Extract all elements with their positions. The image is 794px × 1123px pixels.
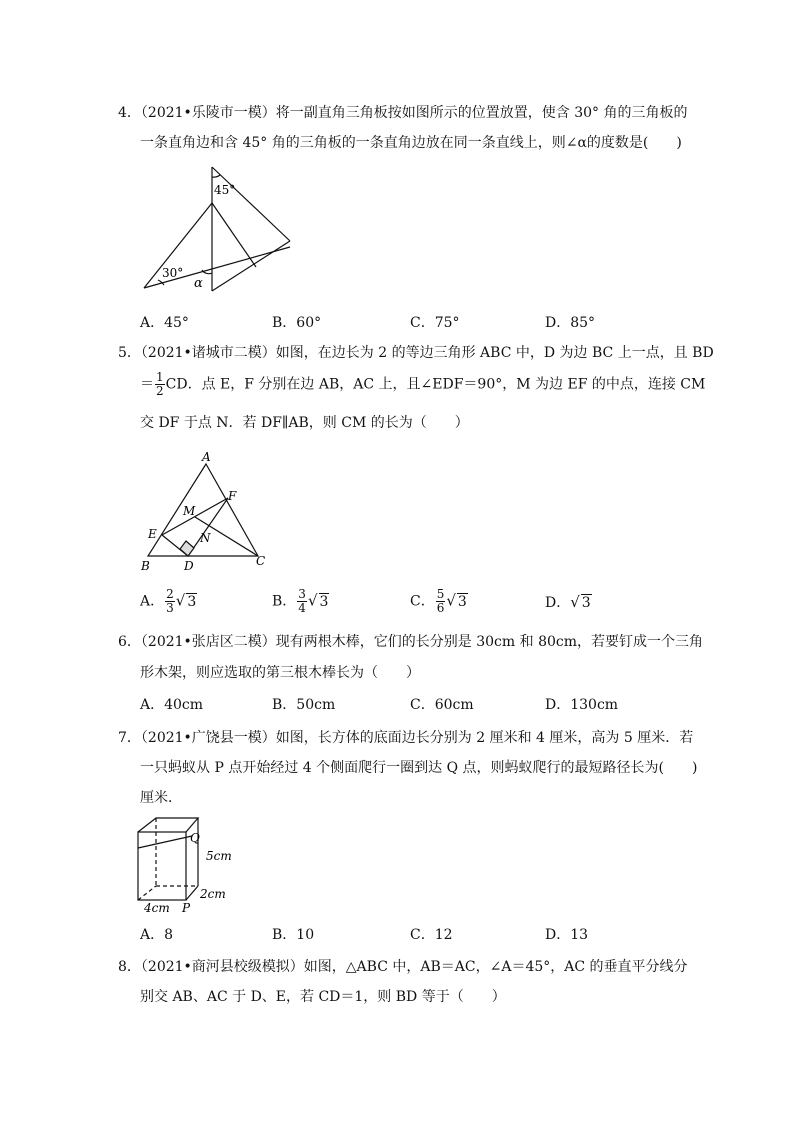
q4-45-arc	[212, 175, 220, 177]
q5-option-a-num: 2	[166, 587, 174, 601]
q7-path-segment	[138, 836, 192, 848]
q8-stem-line2: 别交 AB、AC 于 D、E，若 CD＝1，则 BD 等于（ ）	[140, 989, 506, 1005]
q7-option-c[interactable]: C．12	[410, 927, 453, 943]
q7-figure	[130, 814, 250, 916]
q4-label-alpha: α	[194, 276, 203, 291]
q4-stem-line2: 一条直角边和含 45° 角的三角板的一条直角边放在同一条直线上，则∠α的度数是( )	[140, 135, 682, 151]
q5-option-c-radicand: 3	[457, 593, 467, 610]
q6-option-b[interactable]: B．50cm	[272, 697, 336, 713]
q5-option-a-letter: A．	[140, 593, 165, 610]
q5-label-c: C	[256, 554, 266, 568]
q4-label-45: 45°	[214, 183, 236, 197]
q5-option-d-radicand: 3	[581, 595, 591, 611]
q4-45-hyp	[212, 167, 290, 241]
q5-stem-line3: 交 DF 于点 N．若 DF∥AB，则 CM 的长为（ ）	[140, 415, 469, 431]
q4-option-a[interactable]: A．45°	[140, 315, 189, 331]
q5-label-m: M	[183, 504, 196, 518]
q6-option-d[interactable]: D．130cm	[545, 697, 619, 713]
q5-option-c-num: 5	[436, 587, 445, 601]
q7-option-b[interactable]: B．10	[272, 927, 315, 943]
q5-label-f: F	[228, 489, 237, 503]
q5-label-e: E	[148, 527, 157, 541]
q5-frac-den: 2	[156, 384, 164, 398]
q5-line2-rest: CD．点 E，F 分别在边 AB，AC 上，且∠EDF＝90°，M 为边 EF 的中点，连接 CM	[165, 376, 706, 393]
q5-right-angle-mark	[180, 541, 194, 556]
q6-option-a[interactable]: A．40cm	[140, 697, 204, 713]
q5-option-a-den: 3	[166, 601, 174, 615]
q5-option-a[interactable]	[140, 588, 197, 618]
q7-label-length: 4cm	[144, 901, 170, 915]
q7-top-back	[138, 818, 198, 832]
q6-stem-line1: 6．（2021•张店区二模）现有两根木棒，它们的长分别是 30cm 和 80cm，若要钉成一个三角	[118, 634, 704, 650]
q4-figure	[136, 163, 296, 298]
q5-option-a-frac	[165, 588, 175, 615]
q4-label-30: 30°	[162, 266, 184, 280]
q5-stem-line1: 5．（2021•诸城市二模）如图，在边长为 2 的等边三角形 ABC 中，D 为边 BC 上一点，且 BD	[118, 345, 714, 361]
q4-stem-line1: 4．（2021•乐陵市一模）将一副直角三角板按如图所示的位置放置，使含 30° 角的三角板的	[118, 105, 688, 121]
q4-30-leg	[212, 203, 256, 267]
q5-option-b-num: 3	[298, 587, 306, 601]
q7-stem-line1: 7．（2021•广饶县一模）如图，长方体的底面边长分别为 2 厘米和 4 厘米，高为 5 厘米．若	[118, 730, 694, 746]
q5-frac-num: 1	[156, 370, 164, 384]
q5-option-b-radicand: 3	[319, 593, 329, 610]
q5-option-d[interactable]	[545, 592, 592, 613]
q5-stem-line2	[140, 371, 705, 397]
q5-figure	[136, 448, 276, 578]
q8-stem-line1: 8．（2021•商河县校级模拟）如图，△ABC 中，AB＝AC，∠A＝45°，AC 的垂直平分线分	[118, 959, 688, 975]
q7-option-d[interactable]: D．13	[545, 927, 589, 943]
q7-label-height: 5cm	[206, 849, 232, 863]
q7-hidden-bottom-left	[138, 886, 156, 900]
q4-option-d[interactable]: D．85°	[545, 315, 596, 331]
q6-option-c[interactable]: C．60cm	[410, 697, 474, 713]
q5-option-b-den: 4	[298, 601, 306, 615]
q5-label-n: N	[200, 531, 211, 545]
q7-bottom-right	[186, 886, 198, 900]
q5-option-a-radicand: 3	[187, 593, 197, 610]
q5-label-a: A	[202, 450, 211, 464]
q5-option-c-den: 6	[436, 601, 445, 615]
q5-option-b-frac	[297, 588, 307, 615]
q7-stem-line2: 一只蚂蚁从 P 点开始经过 4 个侧面爬行一圈到达 Q 点，则蚂蚁爬行的最短路径长为( )	[140, 760, 698, 776]
q7-label-q: Q	[190, 831, 200, 845]
q7-option-a[interactable]: A．8	[140, 927, 174, 943]
q4-option-c[interactable]: C．75°	[410, 315, 460, 331]
q5-option-d-letter: D．	[545, 595, 571, 611]
q7-label-width: 2cm	[200, 887, 226, 901]
q7-label-p: P	[182, 901, 191, 915]
q7-stem-line3: 厘米．	[140, 790, 182, 806]
q5-option-c-frac	[436, 588, 446, 615]
q5-label-d: D	[184, 559, 194, 573]
q5-label-b: B	[141, 559, 150, 573]
q4-option-b[interactable]: B．60°	[272, 315, 322, 331]
q5-fraction	[155, 371, 165, 398]
sqrt-icon: √	[570, 593, 580, 611]
sqrt-icon: √	[175, 591, 186, 610]
sqrt-icon: √	[446, 591, 456, 610]
sqrt-icon: √	[307, 591, 318, 610]
q6-stem-line2: 形木架，则应选取的第三根木棒长为（ ）	[140, 665, 420, 681]
q5-option-b-letter: B．	[272, 593, 297, 610]
q5-option-c[interactable]	[410, 588, 468, 618]
q5-option-b[interactable]	[272, 588, 329, 618]
q5-option-c-letter: C．	[410, 593, 435, 610]
q5-equals: ＝	[140, 376, 154, 393]
